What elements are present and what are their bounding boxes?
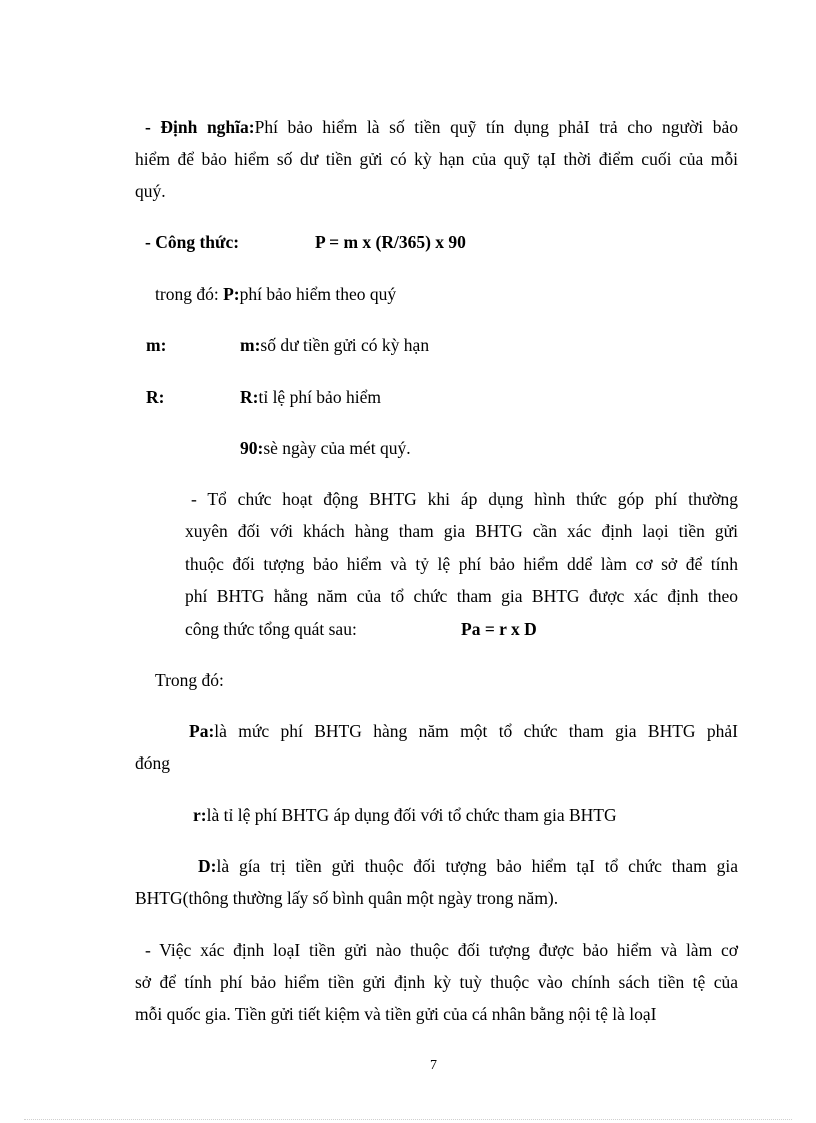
d-line-2: BHTG(thông thường lấy số bình quân một ngày trong năm). <box>135 888 559 908</box>
formula-expression: P = m x (R/365) x 90 <box>315 232 466 252</box>
org-line-1: - Tổ chức hoạt động BHTG khi áp dụng hình thức góp phí thường <box>191 489 738 509</box>
where-90: 90:sè ngày của mét quý. <box>240 438 411 458</box>
org-line-2: xuyên đối với khách hàng tham gia BHTG cần xác định laọi tiền gửi <box>185 521 738 541</box>
formula-label: - Công thức: <box>145 232 240 252</box>
org-line-4: phí BHTG hằng năm của tổ chức tham gia BHTG được xác định theo <box>185 586 738 606</box>
pa-line-2: đóng <box>135 753 170 773</box>
pa-line-1: Pa:là mức phí BHTG hàng năm một tổ chức tham gia BHTG phảI <box>189 721 738 741</box>
where-m: m:số dư tiền gửi có kỳ hạn <box>240 335 430 355</box>
org-formula: Pa = r x D <box>461 619 537 639</box>
where-r-label: R: <box>146 387 165 407</box>
definition-line-1 <box>145 116 738 138</box>
definition-dash: - <box>145 117 161 137</box>
last-line-2: sở để tính phí bảo hiểm tiền gửi định kỳ tuỳ thuộc vào chính sách tiền tệ của <box>135 972 738 992</box>
d-line-1: D:là gía trị tiền gửi thuộc đối tượng bảo hiểm tạI tổ chức tham gia <box>198 856 738 876</box>
definition-line-3: quý. <box>135 181 166 201</box>
definition-line-2: hiểm để bảo hiểm số dư tiền gửi có kỳ hạn của quỹ tạI thời điểm cuối của mỗi <box>135 149 738 169</box>
org-line-3: thuộc đối tượng bảo hiểm và tỷ lệ phí bảo hiểm ddể làm cơ sở để tính <box>185 554 738 574</box>
last-line-3: mỗi quốc gia. Tiền gửi tiết kiệm và tiền gửi của cá nhân bằng nội tệ là loạI <box>135 1004 657 1024</box>
definition-term: Định nghĩa: <box>160 117 255 137</box>
where-r: R:tỉ lệ phí bảo hiểm <box>240 387 381 407</box>
org-line-5: công thức tổng quát sau: <box>185 619 357 639</box>
page-number: 7 <box>430 1058 437 1073</box>
trongdo-heading: Trong đó: <box>155 670 224 690</box>
last-line-1: - Việc xác định loạI tiền gửi nào thuộc đối tượng được bảo hiểm và làm cơ <box>145 940 738 960</box>
r-definition: r:là tỉ lệ phí BHTG áp dụng đối với tổ chức tham gia BHTG <box>193 805 617 825</box>
page-bottom-divider <box>24 1119 792 1120</box>
where-p: trong đó: P:phí bảo hiểm theo quý <box>155 284 397 304</box>
definition-text-1: Phí bảo hiểm là số tiền quỹ tín dụng phảI trả cho người bảo <box>254 117 739 137</box>
where-m-label: m: <box>146 335 167 355</box>
